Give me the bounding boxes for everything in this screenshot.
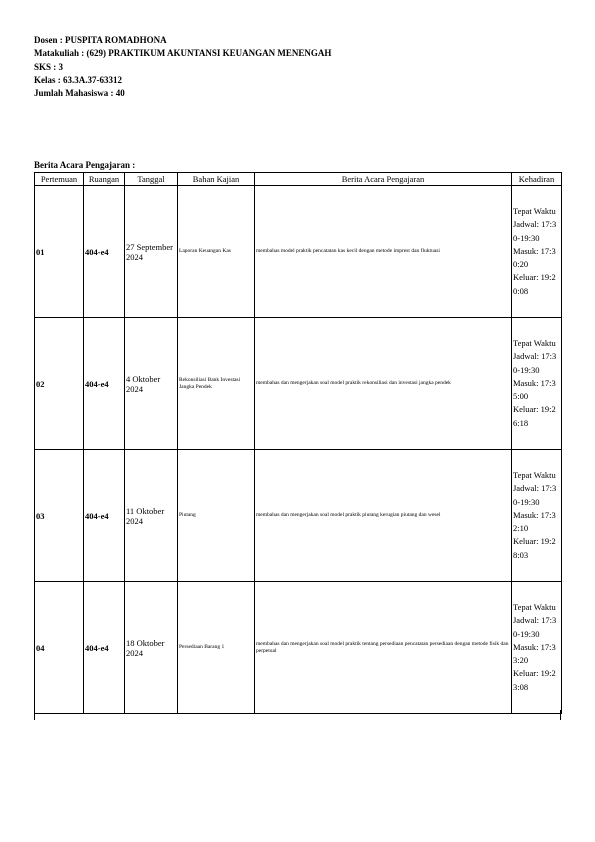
kehadiran-jadwal: Jadwal: 17:30-19:30	[513, 615, 557, 639]
kehadiran-status: Tepat Waktu	[513, 601, 556, 612]
cell-pertemuan: 03	[35, 450, 84, 582]
column-header-tanggal: Tanggal	[125, 173, 178, 186]
column-header-ruangan: Ruangan	[84, 173, 125, 186]
kelas-line: Kelas : 63.3A.37-63312	[34, 74, 122, 85]
matakuliah-line: Matakuliah : (629) PRAKTIKUM AKUNTANSI KEUANGAN MENENGAH	[34, 48, 332, 59]
kehadiran-jadwal: Jadwal: 17:30-19:30	[513, 219, 557, 243]
cell-kehadiran	[512, 450, 562, 582]
cell-tanggal: 27 September 2024	[125, 186, 178, 318]
column-header-berita-acara: Berita Acara Pengajaran	[255, 173, 512, 186]
cell-berita-acara: membahas model praktik pencatatan kas kecil dengan metode imprest dan fluktuasi	[255, 186, 512, 318]
document-header	[34, 34, 331, 100]
kehadiran-masuk: Masuk: 17:32:10	[513, 509, 556, 534]
cell-ruangan: 404-e4	[84, 186, 125, 318]
dosen-line: Dosen : PUSPITA ROMADHONA	[34, 35, 167, 45]
column-header-pertemuan: Pertemuan	[35, 173, 84, 186]
cell-pertemuan: 01	[35, 186, 84, 318]
kehadiran-keluar: Keluar: 19:28:03	[513, 536, 556, 560]
attendance-table	[34, 172, 562, 714]
column-header-bahan-kajian: Bahan Kajian	[178, 173, 255, 186]
cell-berita-acara: membahas dan mengerjakan soal model praktik tentang persediaan pencatatan persediaan dengan metode fisik dan perpetual	[255, 582, 512, 714]
cell-bahan-kajian: Piutang	[178, 450, 255, 582]
kehadiran-keluar: Keluar: 19:20:08	[513, 272, 556, 296]
table-continuation-line	[34, 710, 35, 720]
cell-kehadiran	[512, 186, 562, 318]
cell-kehadiran	[512, 582, 562, 714]
cell-ruangan: 404-e4	[84, 318, 125, 450]
section-title: Berita Acara Pengajaran :	[34, 160, 136, 170]
cell-bahan-kajian: Laporan Keuangan Kas	[178, 186, 255, 318]
cell-ruangan: 404-e4	[84, 450, 125, 582]
cell-ruangan: 404-e4	[84, 582, 125, 714]
kehadiran-status: Tepat Waktu	[513, 337, 556, 348]
cell-bahan-kajian: Persediaan Barang 1	[178, 582, 255, 714]
cell-kehadiran	[512, 318, 562, 450]
table-row	[35, 318, 562, 450]
table-row	[35, 450, 562, 582]
kehadiran-status: Tepat Waktu	[513, 205, 556, 216]
kehadiran-keluar: Keluar: 19:26:18	[513, 404, 556, 428]
kehadiran-jadwal: Jadwal: 17:30-19:30	[513, 483, 557, 507]
kehadiran-status: Tepat Waktu	[513, 469, 556, 480]
jumlah-mahasiswa-line: Jumlah Mahasiswa : 40	[34, 88, 125, 99]
cell-pertemuan: 04	[35, 582, 84, 714]
table-header-row	[35, 173, 562, 186]
kehadiran-masuk: Masuk: 17:35:00	[513, 377, 556, 402]
table-continuation-line	[560, 710, 561, 720]
kehadiran-keluar: Keluar: 19:23:08	[513, 668, 556, 692]
cell-pertemuan: 02	[35, 318, 84, 450]
sks-line: SKS : 3	[34, 61, 64, 72]
table-row	[35, 186, 562, 318]
kehadiran-masuk: Masuk: 17:33:20	[513, 641, 556, 666]
cell-berita-acara: membahas dan mengerjakan soal model praktik rekonsiliasi dan investasi jangka pendek	[255, 318, 512, 450]
table-row	[35, 582, 562, 714]
kehadiran-jadwal: Jadwal: 17:30-19:30	[513, 351, 557, 375]
kehadiran-masuk: Masuk: 17:30:20	[513, 245, 556, 270]
cell-berita-acara: membahas dan mengerjakan soal model praktik piutang kerugian piutang dan wesel	[255, 450, 512, 582]
cell-tanggal: 4 Oktober 2024	[125, 318, 178, 450]
cell-tanggal: 11 Oktober 2024	[125, 450, 178, 582]
column-header-kehadiran: Kehadiran	[512, 173, 562, 186]
cell-bahan-kajian: Rekonsiliasi Bank Investasi Jangka Pendek	[178, 318, 255, 450]
cell-tanggal: 18 Oktober 2024	[125, 582, 178, 714]
